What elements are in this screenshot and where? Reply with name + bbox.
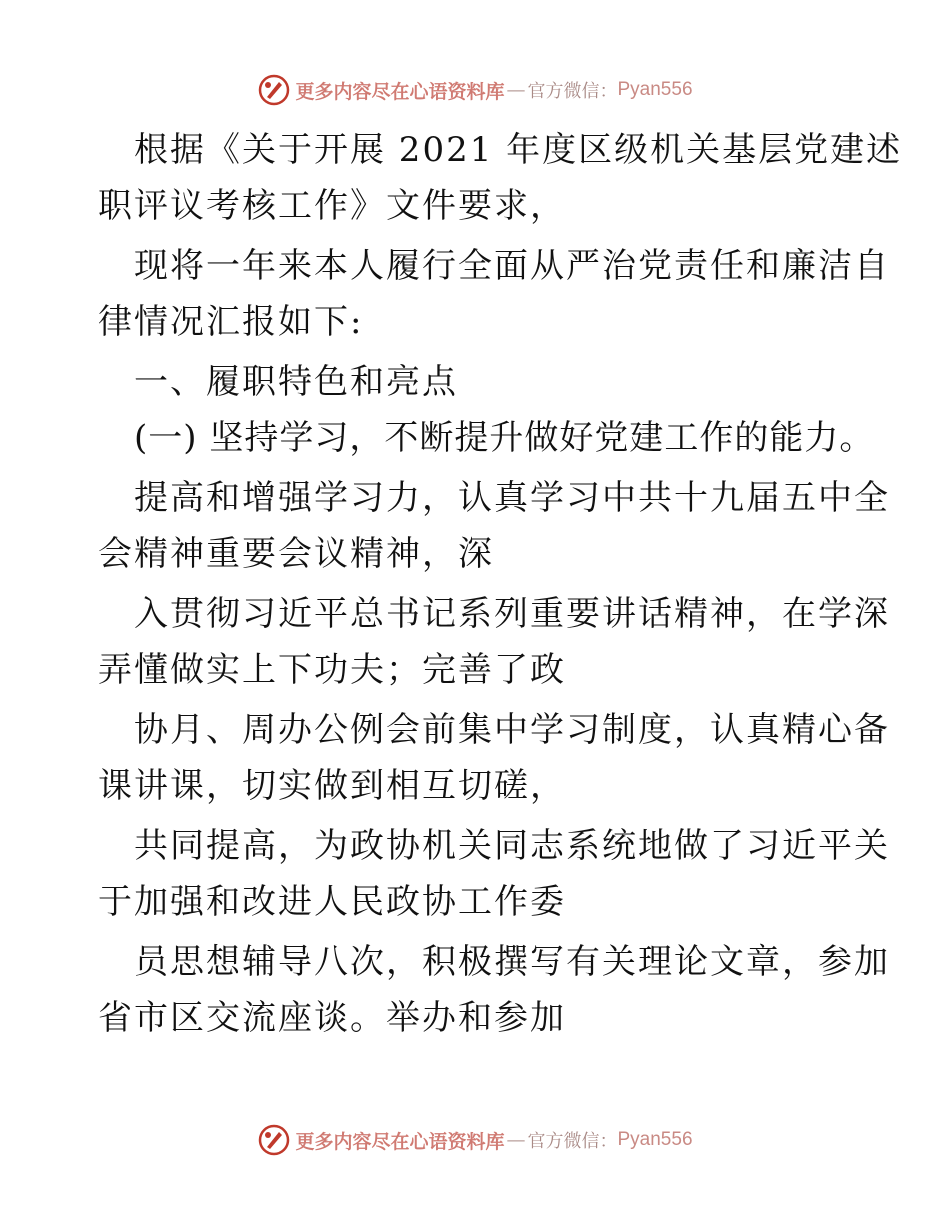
site-name: 更多内容尽在心语资料库 (295, 80, 505, 103)
site-logo-icon (257, 73, 291, 107)
site-logo-icon (257, 1123, 291, 1157)
paragraph-line: 员思想辅导八次，积极撰写有关理论文章，参加 (134, 942, 890, 982)
paragraph-line: 会精神重要会议精神，深 (98, 534, 494, 574)
paragraph-line: 课讲课，切实做到相互切磋， (98, 766, 566, 806)
paragraph-line: 职评议考核工作》文件要求， (98, 186, 566, 226)
subsection-heading: (一) 坚持学习，不断提升做好党建工作的能力。 (134, 418, 875, 458)
paragraph-line: 根据《关于开展 2021 年度区级机关基层党建述 (134, 130, 903, 170)
header-banner (0, 70, 950, 110)
paragraph-line: 弄懂做实上下功夫；完善了政 (98, 650, 566, 690)
wechat-id: Pyan556 (617, 1129, 693, 1150)
paragraph-line: 省市区交流座谈。举办和参加 (98, 998, 566, 1038)
paragraph-line: 共同提高，为政协机关同志系统地做了习近平关 (134, 826, 890, 866)
wechat-id: Pyan556 (617, 79, 693, 100)
paragraph-line: 入贯彻习近平总书记系列重要讲话精神，在学深 (134, 594, 890, 634)
paragraph-line: 协月、周办公例会前集中学习制度，认真精心备 (134, 710, 890, 750)
paragraph-line: 提高和增强学习力，认真学习中共十九届五中全 (134, 478, 890, 518)
site-name: 更多内容尽在心语资料库 (295, 1130, 505, 1153)
section-heading: 一、履职特色和亮点 (134, 362, 458, 402)
banner-separator: — (506, 1129, 526, 1151)
paragraph-line: 现将一年来本人履行全面从严治党责任和廉洁自 (134, 246, 890, 286)
wechat-label: 官方微信： (527, 1131, 618, 1152)
paragraph-line: 于加强和改进人民政协工作委 (98, 882, 566, 922)
footer-banner (0, 1120, 950, 1160)
banner-separator: — (506, 79, 526, 101)
paragraph-line: 律情况汇报如下: (98, 302, 364, 342)
wechat-label: 官方微信： (527, 81, 618, 102)
